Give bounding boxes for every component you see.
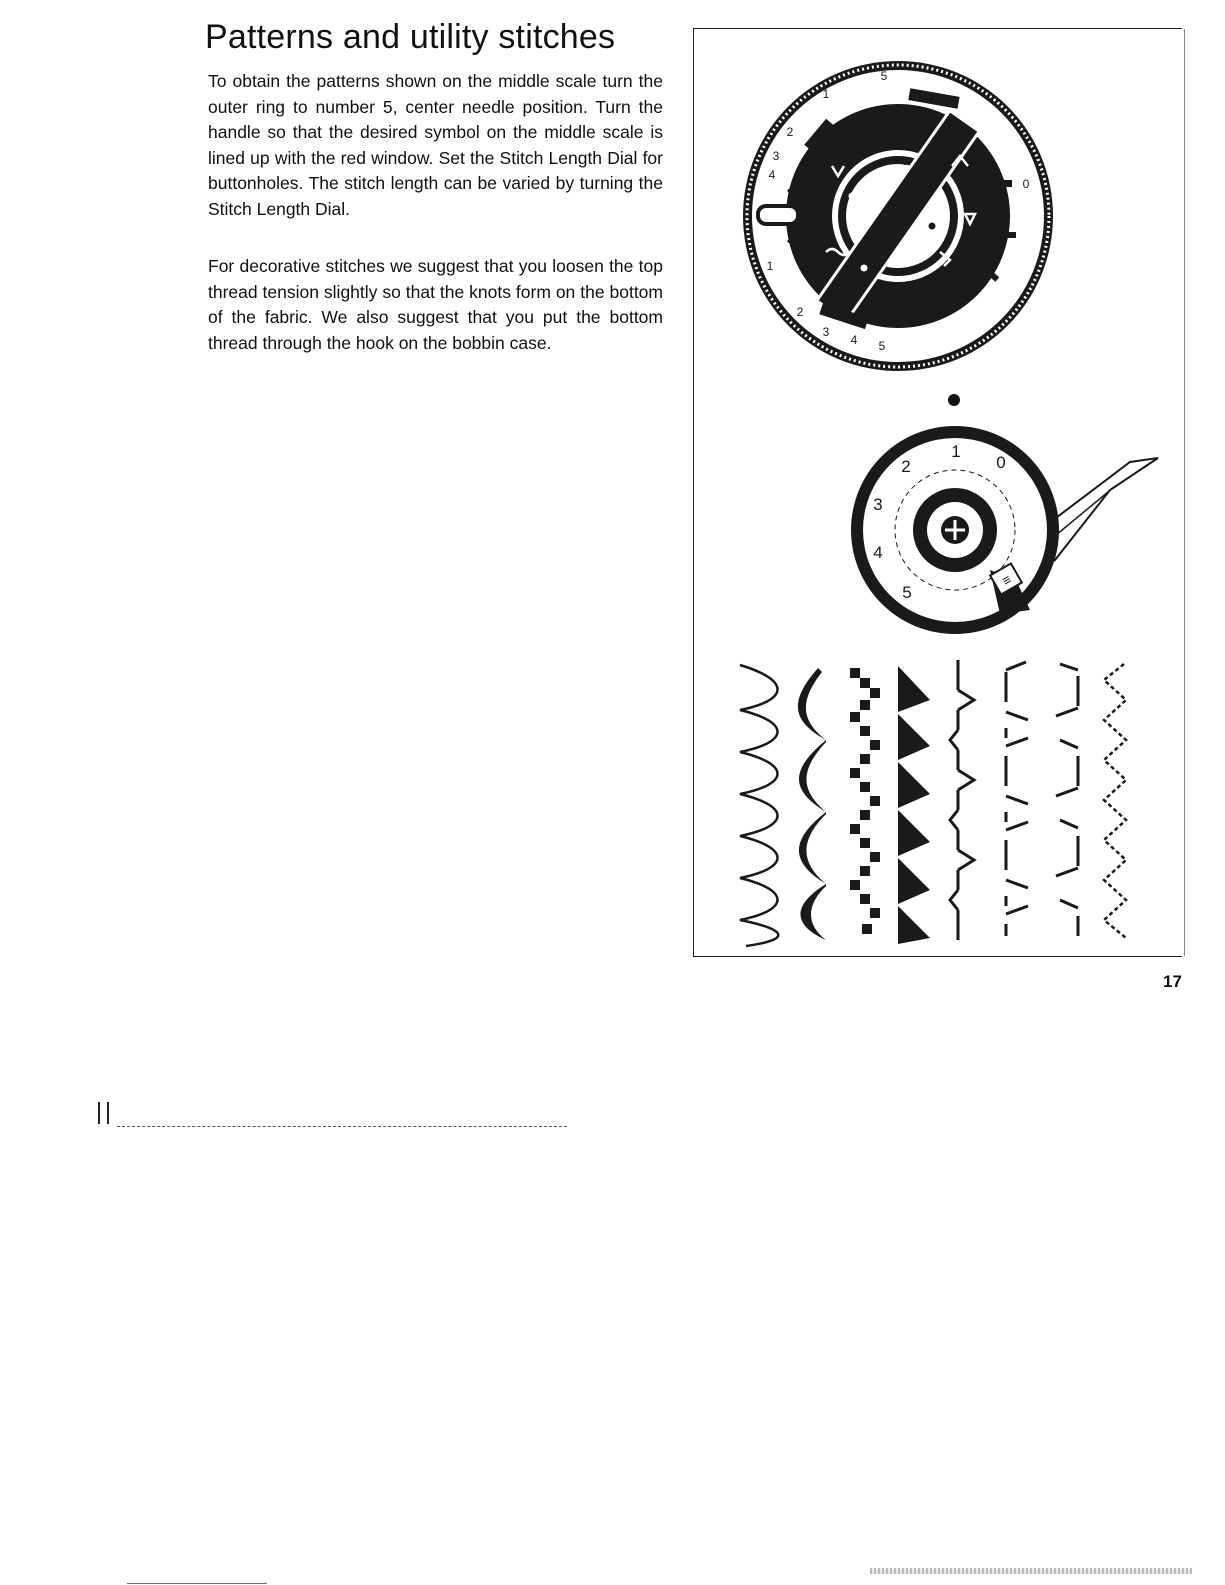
stitch-sample-satin — [898, 666, 930, 944]
dial-number: 1 — [822, 87, 830, 101]
stitch-sample-bracket — [1006, 662, 1028, 936]
stitch-length-number: 0 — [996, 453, 1006, 472]
scan-artifact-bar — [870, 1568, 1192, 1574]
stitch-sample-zigzag-dash — [1056, 664, 1078, 936]
stitch-length-number: 1 — [951, 442, 961, 461]
margin-mark — [98, 1102, 109, 1124]
dial-number: 4 — [768, 168, 776, 182]
stitch-sample-rickrack — [1104, 664, 1126, 938]
stitch-length-number: 5 — [902, 583, 912, 602]
instructions-paragraph-1: To obtain the patterns shown on the middle scale turn the outer ring to number 5, center needle position. Turn the handle so that the desired symbol on the middle scale is lined up with the red window. Set the Stitch Length Dial for buttonholes. The stitch length can be varied by turning the Stitch Length Dial. — [208, 71, 663, 219]
stitch-sample-scallop — [740, 665, 778, 946]
red-window-indicator — [948, 394, 960, 406]
page-title: Patterns and utility stitches — [205, 18, 616, 56]
stitch-sample-step — [850, 668, 880, 934]
instructions-paragraph-2: For decorative stitches we suggest that you loosen the top thread tension slightly so that the knots form on the bottom of the fabric. We also suggest that you put the bottom thread through the hook on the bobbin case. — [208, 256, 663, 353]
dial-number: 4 — [850, 333, 858, 347]
dial-number: 3 — [822, 325, 830, 339]
stitch-samples — [740, 660, 1126, 946]
page-number: 17 — [1163, 972, 1182, 991]
stitch-length-dial — [851, 426, 1158, 634]
dial-number: 5 — [878, 339, 886, 353]
footer-rule — [117, 1126, 567, 1127]
dial-number: 3 — [772, 149, 780, 163]
buttonhole-symbol: ≡ — [998, 570, 1015, 589]
pattern-dial — [743, 61, 1053, 371]
stitch-sample-crescent — [798, 668, 826, 940]
stitch-length-number: 2 — [901, 457, 911, 476]
stitch-sample-arrow — [950, 660, 974, 940]
dial-number: 2 — [796, 305, 804, 319]
dial-number: 2 — [786, 125, 794, 139]
dial-number: 5 — [880, 69, 888, 83]
stitch-length-number: 4 — [873, 543, 883, 562]
scan-artifact-line — [127, 1583, 267, 1584]
stitch-length-number: 3 — [873, 495, 883, 514]
dial-number: 0 — [1022, 177, 1030, 191]
dial-number: 1 — [766, 259, 774, 273]
